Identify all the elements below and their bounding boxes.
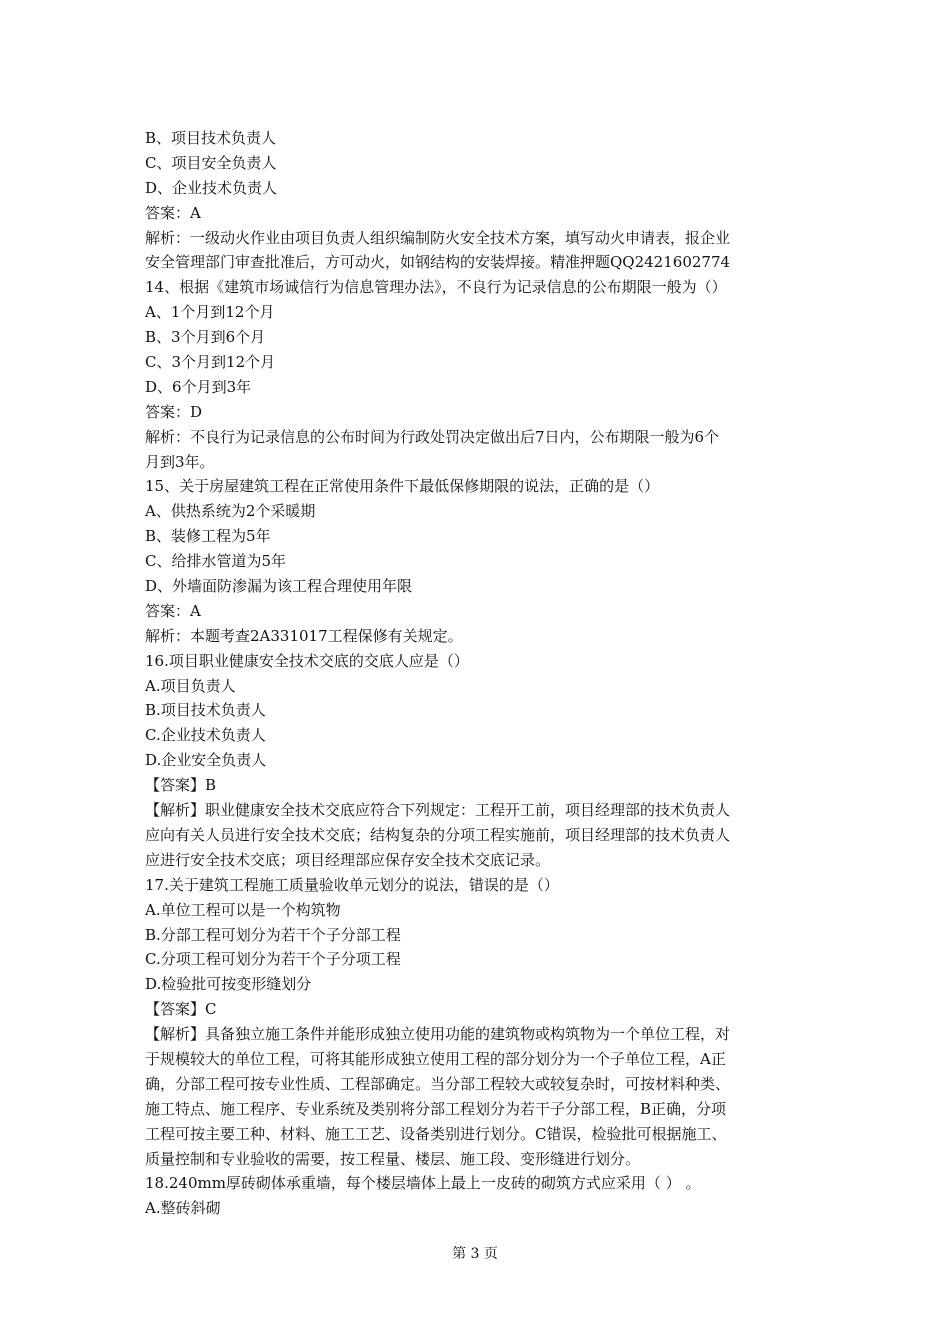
text-line: C、项目安全负责人	[145, 153, 277, 172]
text-line: B、装修工程为5年	[145, 527, 271, 546]
text-line: A.单位工程可以是一个构筑物	[145, 900, 341, 919]
text-line: 解析：不良行为记录信息的公布时间为行政处罚决定做出后7日内，公布期限一般为6个	[145, 427, 720, 446]
text-line: 【解析】职业健康安全技术交底应符合下列规定：工程开工前，项目经理部的技术负责人	[145, 801, 731, 820]
text-line: 工程可按主要工种、材料、施工工艺、设备类别进行划分。C错误，检验批可根据施工、	[145, 1124, 727, 1143]
text-line: 17.关于建筑工程施工质量验收单元划分的说法，错误的是（）	[145, 875, 559, 894]
text-line: 施工特点、施工程序、专业系统及类别将分部工程划分为若干子分部工程，B正确，分项	[145, 1099, 727, 1118]
text-line: 15、关于房屋建筑工程在正常使用条件下最低保修期限的说法，正确的是（）	[145, 477, 660, 496]
text-line: 16.项目职业健康安全技术交底的交底人应是（）	[145, 651, 469, 670]
text-line: 【解析】具备独立施工条件并能形成独立使用功能的建筑物或构筑物为一个单位工程，对	[145, 1025, 731, 1044]
text-line: A、供热系统为2个采暖期	[145, 502, 316, 521]
text-line: 月到3年。	[145, 452, 215, 471]
text-line: A.项目负责人	[145, 676, 236, 695]
text-line: B.分部工程可划分为若干个子分部工程	[145, 925, 401, 944]
text-line: B、3个月到6个月	[145, 328, 266, 347]
text-line: D.企业安全负责人	[145, 751, 267, 770]
text-line: 解析：一级动火作业由项目负责人组织编制防火安全技术方案，填写动火申请表，报企业	[145, 228, 731, 247]
text-line: C.分项工程可划分为若干个子分项工程	[145, 950, 401, 969]
text-line: 确，分部工程可按专业性质、工程部确定。当分部工程较大或较复杂时，可按材料种类、	[145, 1074, 731, 1093]
text-line: 安全管理部门审查批准后，方可动火，如钢结构的安装焊接。精准押题QQ2421602774	[145, 253, 731, 272]
text-line: 14、根据《建筑市场诚信行为信息管理办法》，不良行为记录信息的公布期限一般为（）	[145, 278, 727, 297]
page-number: 第 3 页	[452, 1246, 498, 1262]
text-line: 质量控制和专业验收的需要，按工程量、楼层、施工段、变形缝进行划分。	[145, 1149, 641, 1168]
text-line: 【答案】B	[145, 776, 217, 795]
text-line: 答案：A	[145, 203, 201, 222]
text-line: 应进行安全技术交底；项目经理部应保存安全技术交底记录。	[145, 850, 551, 869]
text-line: 【答案】C	[145, 1000, 217, 1019]
text-line: B、项目技术负责人	[145, 129, 277, 147]
text-line: 解析：本题考查2A331017工程保修有关规定。	[145, 626, 463, 645]
text-line: C、3个月到12个月	[145, 353, 276, 372]
text-line: C、给排水管道为5年	[145, 552, 287, 571]
text-line: 应向有关人员进行安全技术交底；结构复杂的分项工程实施前，项目经理部的技术负责人	[145, 825, 731, 844]
text-line: D、外墙面防渗漏为该工程合理使用年限	[145, 577, 413, 596]
page-body	[145, 126, 810, 1221]
text-line: B.项目技术负责人	[145, 701, 266, 720]
text-line: A、1个月到12个月	[145, 303, 275, 322]
text-line: A.整砖斜砌	[145, 1199, 221, 1218]
text-line: D.检验批可按变形缝划分	[145, 975, 312, 994]
text-line: 答案：D	[145, 402, 203, 421]
text-line: 于规模较大的单位工程，可将其能形成独立使用工程的部分划分为一个子单位工程，A正	[145, 1049, 726, 1068]
text-line: 答案：A	[145, 601, 201, 620]
text-line: D、企业技术负责人	[145, 178, 278, 197]
text-line: C.企业技术负责人	[145, 726, 266, 745]
text-line: 18.240mm厚砖砌体承重墙，每个楼层墙体上最上一皮砖的砌筑方式应采用（ ） 。	[145, 1174, 701, 1193]
text-line: D、6个月到3年	[145, 377, 252, 396]
